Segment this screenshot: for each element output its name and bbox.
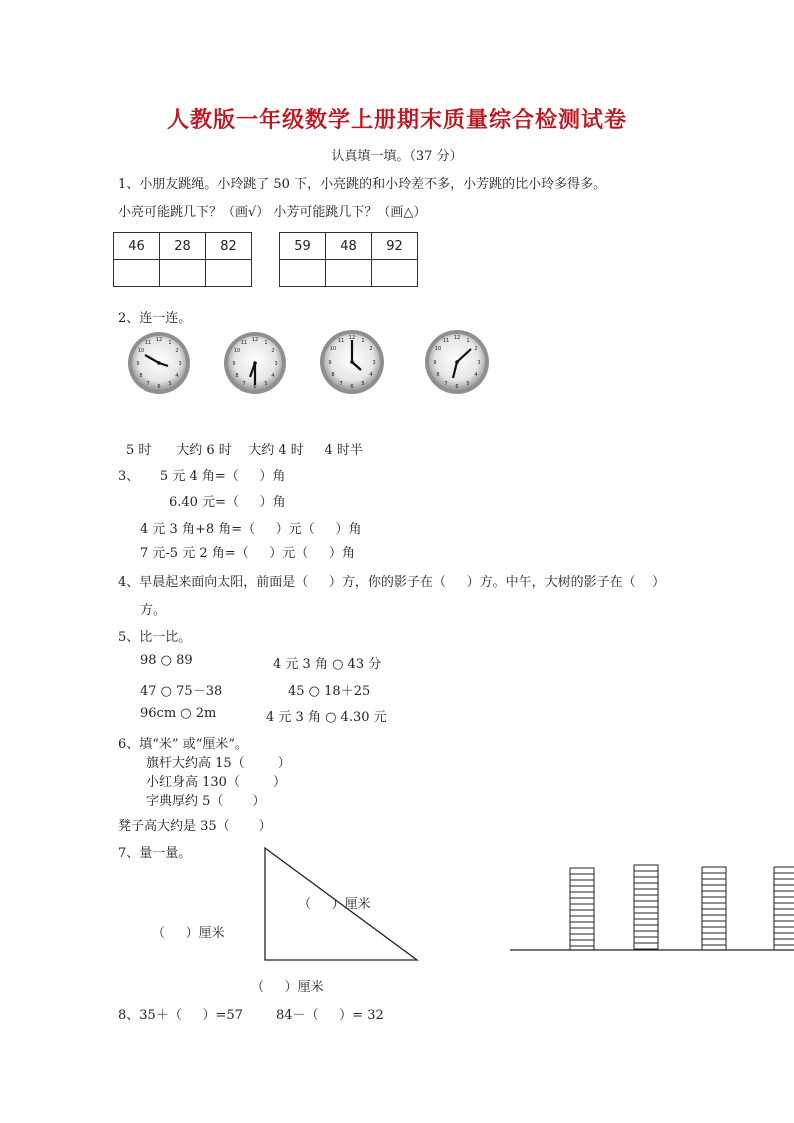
- q5-compare: 4 元 3 角 ○ 4.30 元: [266, 710, 387, 725]
- svg-text:11: 11: [240, 340, 248, 346]
- q7-left-blank: （ ）厘米: [152, 926, 225, 941]
- answer-cell[interactable]: [372, 260, 418, 287]
- clock-icon-2: [222, 330, 288, 396]
- q6-item: 旗杆大约高 15（ ）: [146, 756, 291, 771]
- q7-label: 7、量一量。: [118, 846, 192, 861]
- page-title: 人教版一年级数学上册期末质量综合检测试卷: [166, 107, 627, 133]
- svg-text:1: 1: [361, 338, 365, 344]
- svg-text:12: 12: [348, 335, 356, 341]
- svg-text:9: 9: [328, 360, 332, 366]
- svg-text:3: 3: [178, 361, 182, 367]
- clock-icon-4: [423, 328, 491, 396]
- q3-line3: 4 元 3 角+8 角=（ ）元（ ）角: [140, 522, 362, 537]
- table-cell: 48: [326, 233, 372, 260]
- svg-text:9: 9: [433, 360, 437, 366]
- svg-text:8: 8: [139, 373, 143, 379]
- table-cell: 28: [160, 233, 206, 260]
- svg-text:4: 4: [175, 373, 179, 379]
- svg-text:7: 7: [444, 381, 448, 387]
- svg-text:7: 7: [146, 381, 150, 387]
- svg-text:3: 3: [372, 360, 376, 366]
- svg-text:8: 8: [331, 372, 335, 378]
- svg-text:1: 1: [466, 338, 470, 344]
- svg-text:2: 2: [175, 348, 179, 354]
- svg-text:11: 11: [337, 338, 345, 344]
- q6-label: 6、填“米” 或“厘米”。: [118, 737, 248, 752]
- q1-table-xiaofang: [279, 232, 418, 287]
- q5-compare: 47 ○ 75－38: [140, 684, 223, 699]
- q6-item: 小红身高 130（ ）: [146, 775, 287, 790]
- q6-item: 字典厚约 5（ ）: [146, 794, 266, 809]
- svg-text:4: 4: [474, 372, 478, 378]
- svg-text:7: 7: [242, 381, 246, 387]
- svg-text:3: 3: [477, 360, 481, 366]
- answer-cell[interactable]: [114, 260, 160, 287]
- svg-text:6: 6: [350, 384, 354, 390]
- svg-text:8: 8: [235, 373, 239, 379]
- answer-cell[interactable]: [280, 260, 326, 287]
- svg-text:10: 10: [137, 348, 145, 354]
- svg-text:4: 4: [271, 373, 275, 379]
- svg-text:2: 2: [271, 348, 275, 354]
- svg-text:8: 8: [436, 372, 440, 378]
- svg-text:6: 6: [455, 384, 459, 390]
- svg-text:12: 12: [453, 335, 461, 341]
- svg-text:9: 9: [136, 361, 140, 367]
- svg-text:10: 10: [233, 348, 241, 354]
- svg-text:7: 7: [339, 381, 343, 387]
- q2-label: 2、连一连。: [118, 311, 192, 326]
- table-cell: 46: [114, 233, 160, 260]
- answer-cell[interactable]: [160, 260, 206, 287]
- svg-text:1: 1: [168, 340, 172, 346]
- stacked-bars-figure: [508, 860, 794, 955]
- q1-line1: 1、小朋友跳绳。小玲跳了 50 下，小亮跳的和小玲差不多，小芳跳的比小玲多得多。: [118, 177, 607, 192]
- q8-line: 8、35＋（ ）=57 84－（ ）= 32: [118, 1008, 384, 1023]
- q2-clock-labels: 5 时 大约 6 时 大约 4 时 4 时半: [126, 443, 363, 458]
- table-cell: 59: [280, 233, 326, 260]
- clock-icon-1: [126, 330, 192, 396]
- svg-text:11: 11: [144, 340, 152, 346]
- svg-text:5: 5: [361, 381, 365, 387]
- svg-text:11: 11: [442, 338, 450, 344]
- svg-text:5: 5: [168, 381, 172, 387]
- q5-label: 5、比一比。: [118, 630, 192, 645]
- svg-text:9: 9: [232, 361, 236, 367]
- svg-text:10: 10: [434, 346, 442, 352]
- svg-text:4: 4: [369, 372, 373, 378]
- answer-cell[interactable]: [206, 260, 252, 287]
- q4-line2: 方。: [140, 603, 167, 618]
- clock-icon-3: [318, 328, 386, 396]
- svg-text:1: 1: [264, 340, 268, 346]
- svg-text:5: 5: [264, 381, 268, 387]
- q3-line4: 7 元-5 元 2 角=（ ）元（ ）角: [140, 546, 355, 561]
- q1-line2: 小亮可能跳几下？（画√） 小芳可能跳几下？（画△）: [118, 205, 427, 220]
- q4-line1: 4、早晨起来面向太阳，前面是（ ）方，你的影子在（ ）方。中午，大树的影子在（ ）: [118, 575, 666, 590]
- svg-text:2: 2: [474, 346, 478, 352]
- svg-text:12: 12: [155, 337, 163, 343]
- svg-text:3: 3: [274, 361, 278, 367]
- q7-hyp-blank: （ ）厘米: [298, 897, 371, 912]
- q5-compare: 98 ○ 89: [140, 653, 193, 668]
- section-subtitle: 认真填一填。（37 分）: [331, 149, 463, 164]
- svg-text:6: 6: [253, 384, 257, 390]
- q5-compare: 96cm ○ 2m: [140, 706, 217, 721]
- q3-line1: 3、 5 元 4 角=（ ）角: [118, 469, 286, 484]
- q7-bottom-blank: （ ）厘米: [251, 980, 324, 995]
- svg-text:10: 10: [329, 346, 337, 352]
- svg-text:6: 6: [157, 384, 161, 390]
- svg-text:2: 2: [369, 346, 373, 352]
- svg-text:12: 12: [251, 337, 259, 343]
- table-cell: 92: [372, 233, 418, 260]
- q3-line2: 6.40 元=（ ）角: [169, 495, 286, 510]
- svg-text:5: 5: [466, 381, 470, 387]
- answer-cell[interactable]: [326, 260, 372, 287]
- q5-compare: 45 ○ 18＋25: [288, 684, 371, 699]
- table-cell: 82: [206, 233, 252, 260]
- q1-table-xiaoliang: [113, 232, 252, 287]
- q5-compare: 4 元 3 角 ○ 43 分: [273, 657, 382, 672]
- q6-item: 凳子高大约是 35（ ）: [118, 819, 272, 834]
